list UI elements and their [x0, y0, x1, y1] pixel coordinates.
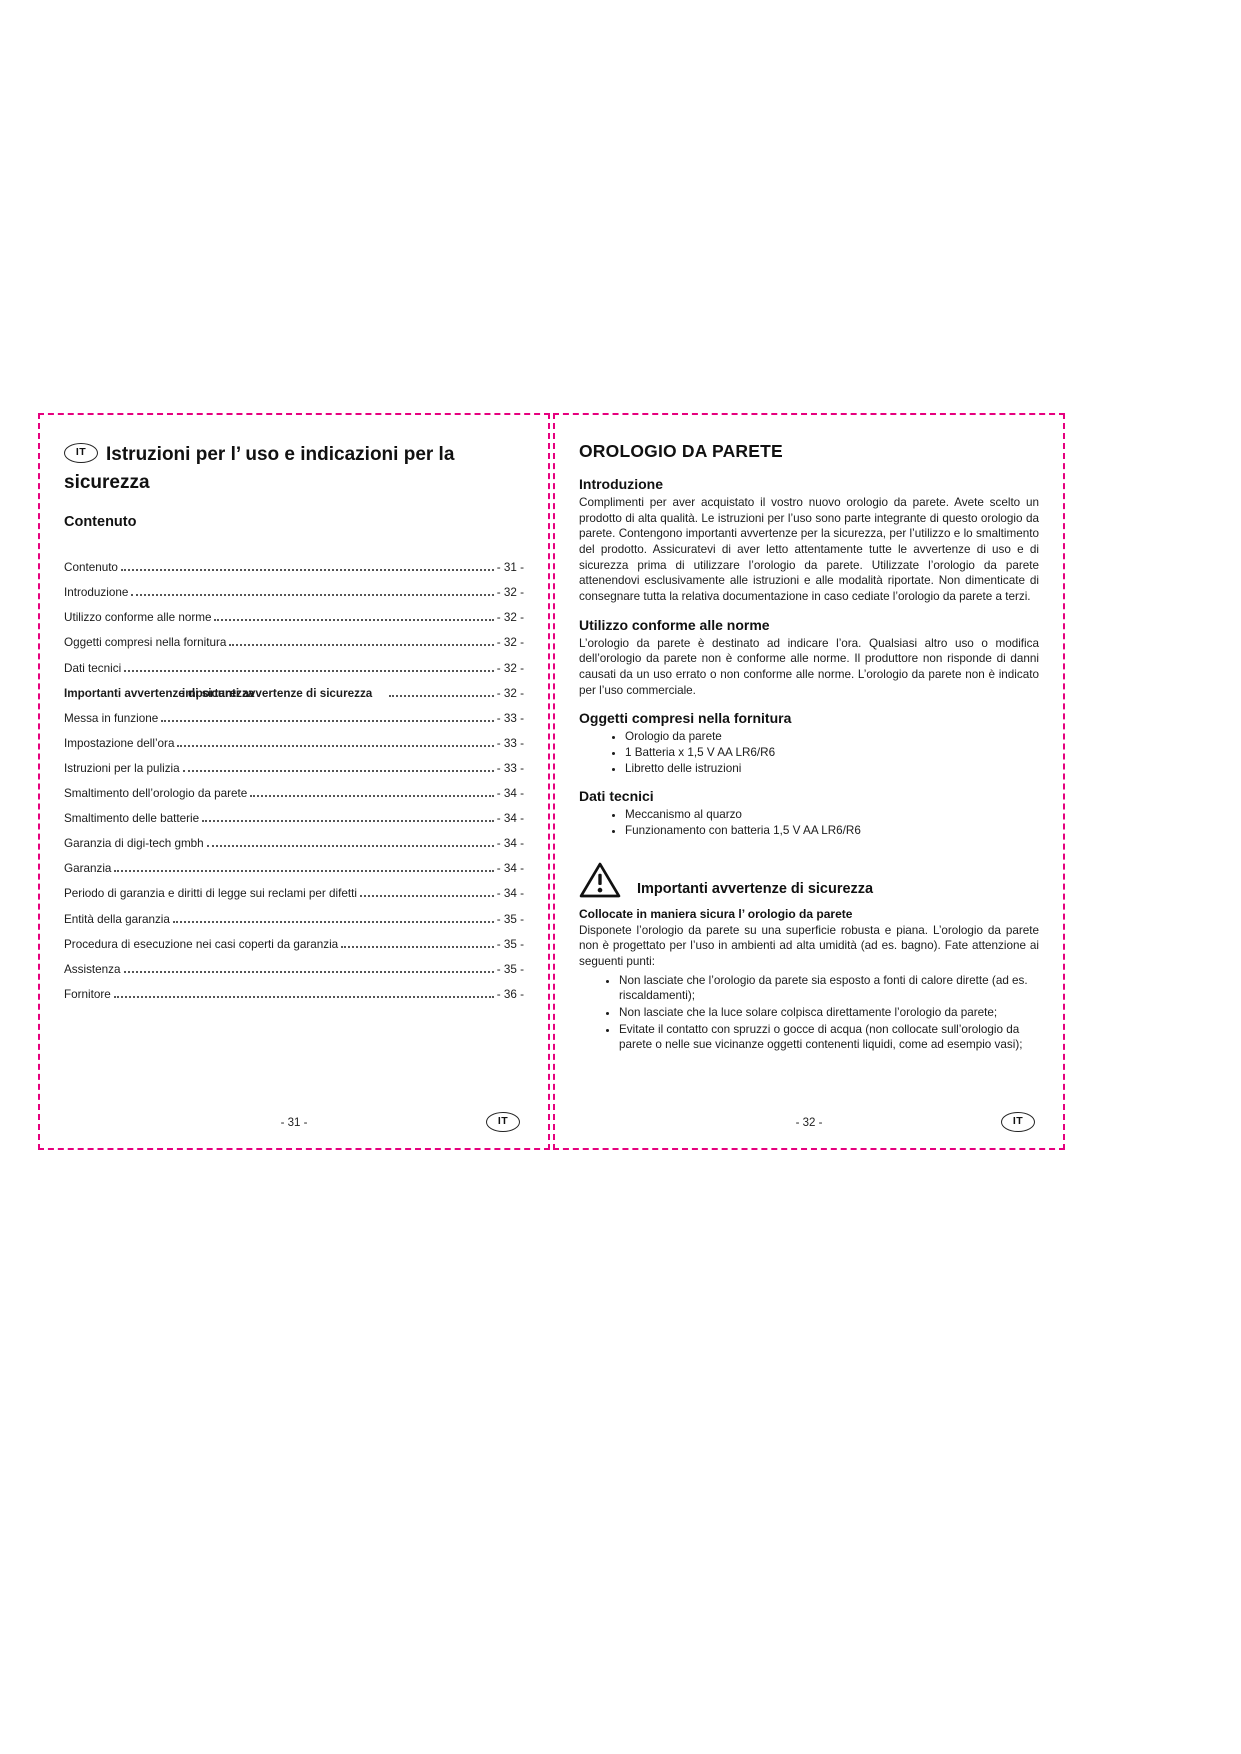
toc-entry-page: - 33 - [496, 711, 524, 725]
intro-heading: Introduzione [579, 476, 663, 492]
toc-leader-dots [121, 569, 494, 571]
toc-leader-dots [173, 921, 494, 923]
toc-entry-page: - 35 - [496, 962, 524, 976]
toc-row [64, 977, 524, 1002]
toc-entry-label: Istruzioni per la pulizia [64, 761, 180, 775]
right-page [553, 413, 1065, 1150]
warning-triangle-icon [579, 861, 621, 899]
safety-heading-row [579, 861, 1039, 899]
toc-row [64, 600, 524, 625]
toc-entry-label: Importanti avvertenze di sicurezza importanti avvertenze di sicurezza [64, 687, 386, 701]
toc-entry-page: - 32 - [496, 636, 524, 650]
toc-row [64, 901, 524, 926]
toc-entry-label: Assistenza [64, 962, 121, 976]
intro-paragraph: Complimenti per aver acquistato il vostro nuovo orologio da parete. Avete scelto un prodotto di alta qualità. Le istruzioni per l’uso sono parte integrante di questo orologio da parete. Contengono importanti avvertenze per la sicurezza, per l’utilizzo e lo smaltimento del prodotto. Assicuratevi di aver letto attentamente tutte le avvertenze di uso e di sicurezza prima di utilizzare l’orologio da parete. Utilizzate l’orologio da parete attenendovi esclusivamente alle istruzioni e alle modalità riportate. Non dimenticate di consegnare tutta la relativa documentazione in caso cediate l’orologio da parete a terzi. [579, 496, 1039, 604]
toc-entry-label: Oggetti compresi nella fornitura [64, 636, 227, 650]
toc-entry-page: - 34 - [496, 812, 524, 826]
toc-leader-dots [161, 720, 494, 722]
toc-entry-label: Smaltimento delle batterie [64, 812, 200, 826]
toc-leader-dots [360, 895, 494, 897]
toc-leader-dots [341, 946, 494, 948]
toc-row [64, 801, 524, 826]
it-language-badge: IT [1001, 1112, 1035, 1132]
toc-leader-dots [131, 594, 493, 596]
document-title [64, 441, 524, 496]
toc-list [64, 550, 524, 1002]
safety-subheading: Collocate in maniera sicura l’ orologio da parete [579, 906, 853, 921]
scope-of-delivery-heading: Oggetti compresi nella fornitura [579, 710, 792, 727]
list-item: • Meccanismo al quarzo [625, 807, 1039, 823]
toc-entry-page: - 35 - [496, 912, 524, 926]
toc-entry-label: Entità della garanzia [64, 912, 170, 926]
toc-entry-page: - 34 - [496, 787, 524, 801]
toc-leader-dots [124, 971, 494, 973]
right-page-number: - 32 - [795, 1117, 823, 1129]
toc-leader-dots [229, 644, 493, 646]
toc-row [64, 952, 524, 977]
left-page [38, 413, 550, 1150]
toc-entry-page: - 34 - [496, 862, 524, 876]
toc-row [64, 550, 524, 575]
toc-leader-dots [114, 870, 493, 872]
toc-row [64, 625, 524, 650]
technical-data-list [579, 807, 1039, 838]
it-language-badge: IT [64, 443, 98, 463]
document-title-text: Istruzioni per l’ uso e indicazioni per la sicurezza [64, 444, 455, 493]
toc-entry-page: - 32 - [496, 586, 524, 600]
contents-heading: Contenuto [64, 514, 137, 531]
toc-entry-page: - 36 - [496, 987, 524, 1001]
list-item: • Funzionamento con batteria 1,5 V AA LR6/R6 [625, 823, 1039, 839]
toc-row [64, 676, 524, 701]
toc-row [64, 701, 524, 726]
intended-use-paragraph: L’orologio da parete è destinato ad indicare l’ora. Qualsiasi altro uso o modifica dell’orologio da parete non è conforme alle norme. Il produttore non risponde di danni causati da un uso errato o non conforme alle norme. L’orologio da parete non è indicato per l’uso commerciale. [579, 636, 1039, 697]
toc-entry-label: Messa in funzione [64, 711, 159, 725]
toc-leader-dots [202, 820, 494, 822]
toc-entry-page: - 32 - [496, 661, 524, 675]
toc-entry-label: Periodo di garanzia e diritti di legge sui reclami per difetti [64, 887, 357, 901]
toc-row [64, 726, 524, 751]
list-item: • Evitate il contatto con spruzzi o gocce di acqua (non collocate sull’orologio da parete o nelle sue vicinanze oggetti contenenti liquidi, come ad esempio vasi); [619, 1022, 1039, 1053]
list-item: • Non lasciate che l’orologio da parete sia esposto a fonti di calore dirette (ad es. riscaldamenti); [619, 973, 1039, 1004]
list-item: • 1 Batteria x 1,5 V AA LR6/R6 [625, 745, 1039, 761]
right-page-content [555, 415, 1063, 1148]
safety-heading: Importanti avvertenze di sicurezza [637, 880, 874, 897]
it-language-badge: IT [486, 1112, 520, 1132]
scope-of-delivery-list [579, 729, 1039, 776]
left-page-footer [40, 1110, 548, 1132]
toc-entry-page: - 34 - [496, 887, 524, 901]
toc-leader-dots [207, 845, 494, 847]
toc-leader-dots [389, 695, 494, 697]
safety-paragraph: Disponete l’orologio da parete su una superficie robusta e piana. L’orologio da parete non è progettato per l’uso in ambienti ad alta umidità (ad es. bagno). Fate attenzione ai seguenti punti: [579, 923, 1039, 969]
list-item: • Libretto delle istruzioni [625, 761, 1039, 777]
right-page-footer [555, 1110, 1063, 1132]
technical-data-heading: Dati tecnici [579, 788, 654, 805]
toc-leader-dots [114, 996, 494, 998]
toc-entry-page: - 33 - [496, 761, 524, 775]
toc-entry-label: Contenuto [64, 561, 118, 575]
list-item: • Non lasciate che la luce solare colpisca direttamente l’orologio da parete; [619, 1005, 1039, 1021]
toc-entry-page: - 32 - [496, 686, 524, 700]
left-page-content [40, 415, 548, 1148]
safety-list [579, 973, 1039, 1053]
toc-leader-dots [214, 619, 493, 621]
toc-entry-label: Procedura di esecuzione nei casi coperti da garanzia [64, 937, 339, 951]
toc-leader-dots [183, 770, 494, 772]
product-title: OROLOGIO DA PARETE [579, 441, 783, 461]
toc-entry-label: Dati tecnici [64, 661, 122, 675]
toc-row [64, 876, 524, 901]
toc-leader-dots [250, 795, 494, 797]
toc-entry-label: Garanzia di digi-tech gmbh [64, 837, 204, 851]
toc-row [64, 851, 524, 876]
toc-leader-dots [177, 745, 493, 747]
toc-entry-label: Impostazione dell’ora [64, 736, 175, 750]
intended-use-heading: Utilizzo conforme alle norme [579, 616, 770, 633]
toc-leader-dots [124, 670, 494, 672]
toc-row [64, 776, 524, 801]
toc-row [64, 751, 524, 776]
toc-entry-page: - 34 - [496, 837, 524, 851]
toc-row [64, 650, 524, 675]
toc-entry-label: Introduzione [64, 586, 129, 600]
toc-entry-page: - 35 - [496, 937, 524, 951]
left-page-number: - 31 - [280, 1117, 308, 1129]
toc-entry-label: Garanzia [64, 862, 112, 876]
toc-row [64, 927, 524, 952]
toc-entry-page: - 32 - [496, 611, 524, 625]
toc-entry-label: Utilizzo conforme alle norme [64, 611, 212, 625]
toc-entry-label: Fornitore [64, 987, 111, 1001]
list-item: • Orologio da parete [625, 729, 1039, 745]
toc-entry-page: - 33 - [496, 736, 524, 750]
toc-row [64, 826, 524, 851]
toc-row [64, 575, 524, 600]
toc-entry-page: - 31 - [496, 561, 524, 575]
toc-entry-label: Smaltimento dell’orologio da parete [64, 787, 248, 801]
